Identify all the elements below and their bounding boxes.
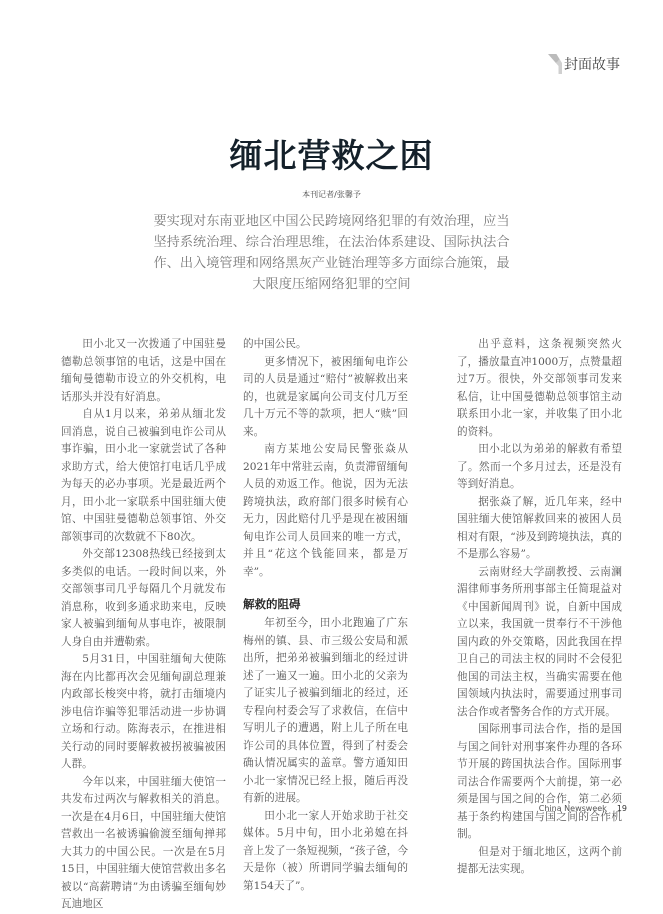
page-footer bbox=[539, 804, 627, 813]
paragraph: 南方某地公安局民警张焱从2021年中常驻云南，负责滞留缅甸人员的劝返工作。他说，因为无法跨境执法，政府部门很多时候有心无力，因此赔付几乎是现在被困缅甸电诈公司人员回来的唯一方式，并且“花这个钱能回来，都是万幸”。 bbox=[243, 443, 408, 578]
paragraph: 年初至今，田小北跑遍了广东梅州的镇、县、市三级公安局和派出所，把弟弟被骗到缅北的经过讲述了一遍又一遍。田小北的父亲为了证实儿子被骗到缅北的经过，还专程向村委会写了求救信，在信中写明儿子的遭遇，附上儿子所在电诈公司的具体位置，得到了村委会确认情况属实的盖章。警方通知田小北一家情况已经上报，随后再没有新的进展。 bbox=[243, 617, 408, 804]
paragraph: 据张焱了解，近几年来，经中国驻缅大使馆解救回来的被困人员相对有限，“涉及到跨境执法，真的不是那么容易”。 bbox=[457, 495, 622, 560]
column-2 bbox=[243, 336, 408, 895]
paragraph: 外交部12308热线已经接到太多类似的电话。一段时间以来，外交部领事司几乎每隔几个月就发布消息称，收到多通求助来电，反映家人被骗到缅甸从事电诈，被限制人身自由并遭勒索。 bbox=[61, 548, 226, 648]
section-tag bbox=[548, 54, 620, 74]
paragraph: 田小北以为弟弟的解救有希望了。然而一个多月过去，还是没有等到好消息。 bbox=[457, 443, 622, 490]
paragraph: 出乎意料，这条视频突然火了，播放量直冲1000万，点赞量超过7万。很快，外交部领事司发来私信，让中国曼德勒总领事馆主动联系田小北一家，并收集了田小北的资料。 bbox=[457, 338, 622, 438]
article-deck: 要实现对东南亚地区中国公民跨境网络犯罪的有效治理，应当坚持系统治理、综合治理思维，在法治体系建设、国际执法合作、出入境管理和网络黑灰产业链治理等多方面综合施策，最大限度压缩网络犯罪的空间 bbox=[153, 214, 510, 292]
paragraph: 但是对于缅北地区，这两个前提都无法实现。 bbox=[457, 845, 622, 875]
column-3 bbox=[457, 336, 622, 879]
article-title: 缅北营救之困 bbox=[229, 136, 434, 175]
paragraph: 云南财经大学副教授、云南澜湄律师事务所刑事部主任简琨益对《中国新闻周刊》说，自新中国成立以来，我国就一贯奉行不干涉他国内政的外交策略，因此我国在捍卫自己的司法主权的同时不会侵犯他国的司法主权，当确实需要在他国领域内执法时，需要通过刑事司法合作或者警务合作的方式开展。 bbox=[457, 565, 622, 718]
section-heading: 解救的阻碍 bbox=[243, 597, 301, 611]
paragraph: 更多情况下，被困缅甸电诈公司的人员是通过“赔付”被解救出来的，也就是家属向公司支付几万至几十万元不等的款项，把人“赎”回来。 bbox=[243, 355, 408, 438]
paragraph: 5月31日，中国驻缅甸大使陈海在内比都再次会见缅甸副总理兼内政部长梭突中将，就打击缅境内涉电信诈骗等犯罪活动进一步协调立场和行动。陈海表示，在推进相关行动的同时要解救被拐被骗被困人群。 bbox=[61, 653, 226, 770]
section-label: 封面故事 bbox=[564, 57, 620, 73]
paragraph: 今年以来，中国驻缅大使馆一共发布过两次与解救相关的消息。一次是在4月6日，中国驻缅大使馆营救出一名被诱骗偷渡至缅甸掸邦大其力的中国公民。一次是在5月15日，中国驻缅大使馆营救出多名被以“高薪聘请”为由诱骗至缅甸妙瓦迪地区 bbox=[61, 775, 226, 910]
section-notch-icon bbox=[548, 54, 562, 74]
publication-name: China Newsweek bbox=[538, 804, 607, 813]
paragraph: 田小北又一次拨通了中国驻曼德勒总领事馆的电话，这是中国在缅甸曼德勒市设立的外交机构，电话那头并没有好消息。 bbox=[61, 338, 226, 403]
paragraph: 田小北一家人开始求助于社交媒体。5月中旬，田小北弟媳在抖音上发了一条短视频，“孩子爸，今天是你（被）所谓同学骗去缅甸的第154天了”。 bbox=[243, 809, 408, 892]
paragraph: 国际刑事司法合作，指的是国与国之间针对刑事案件办理的各环节开展的跨国执法合作。国际刑事司法合作需要两个大前提，第一必须是国与国之间的合作，第二必须基于条约构建国与国之间的合作机制。 bbox=[457, 723, 622, 840]
byline: 本刊记者/张馨予 bbox=[302, 190, 361, 199]
paragraph: 自从1月以来，弟弟从缅北发回消息，说自己被骗到电诈公司从事诈骗，田小北一家就尝试了各种求助方式，给大使馆打电话几乎成为每天的必办事项。光是最近两个月，田小北一家联系中国驻缅大使馆、中国驻曼德勒总领事馆、外交部领事司的次数就不下80次。 bbox=[61, 408, 226, 543]
paragraph: 的中国公民。 bbox=[243, 338, 307, 350]
page-number: 19 bbox=[616, 804, 627, 813]
